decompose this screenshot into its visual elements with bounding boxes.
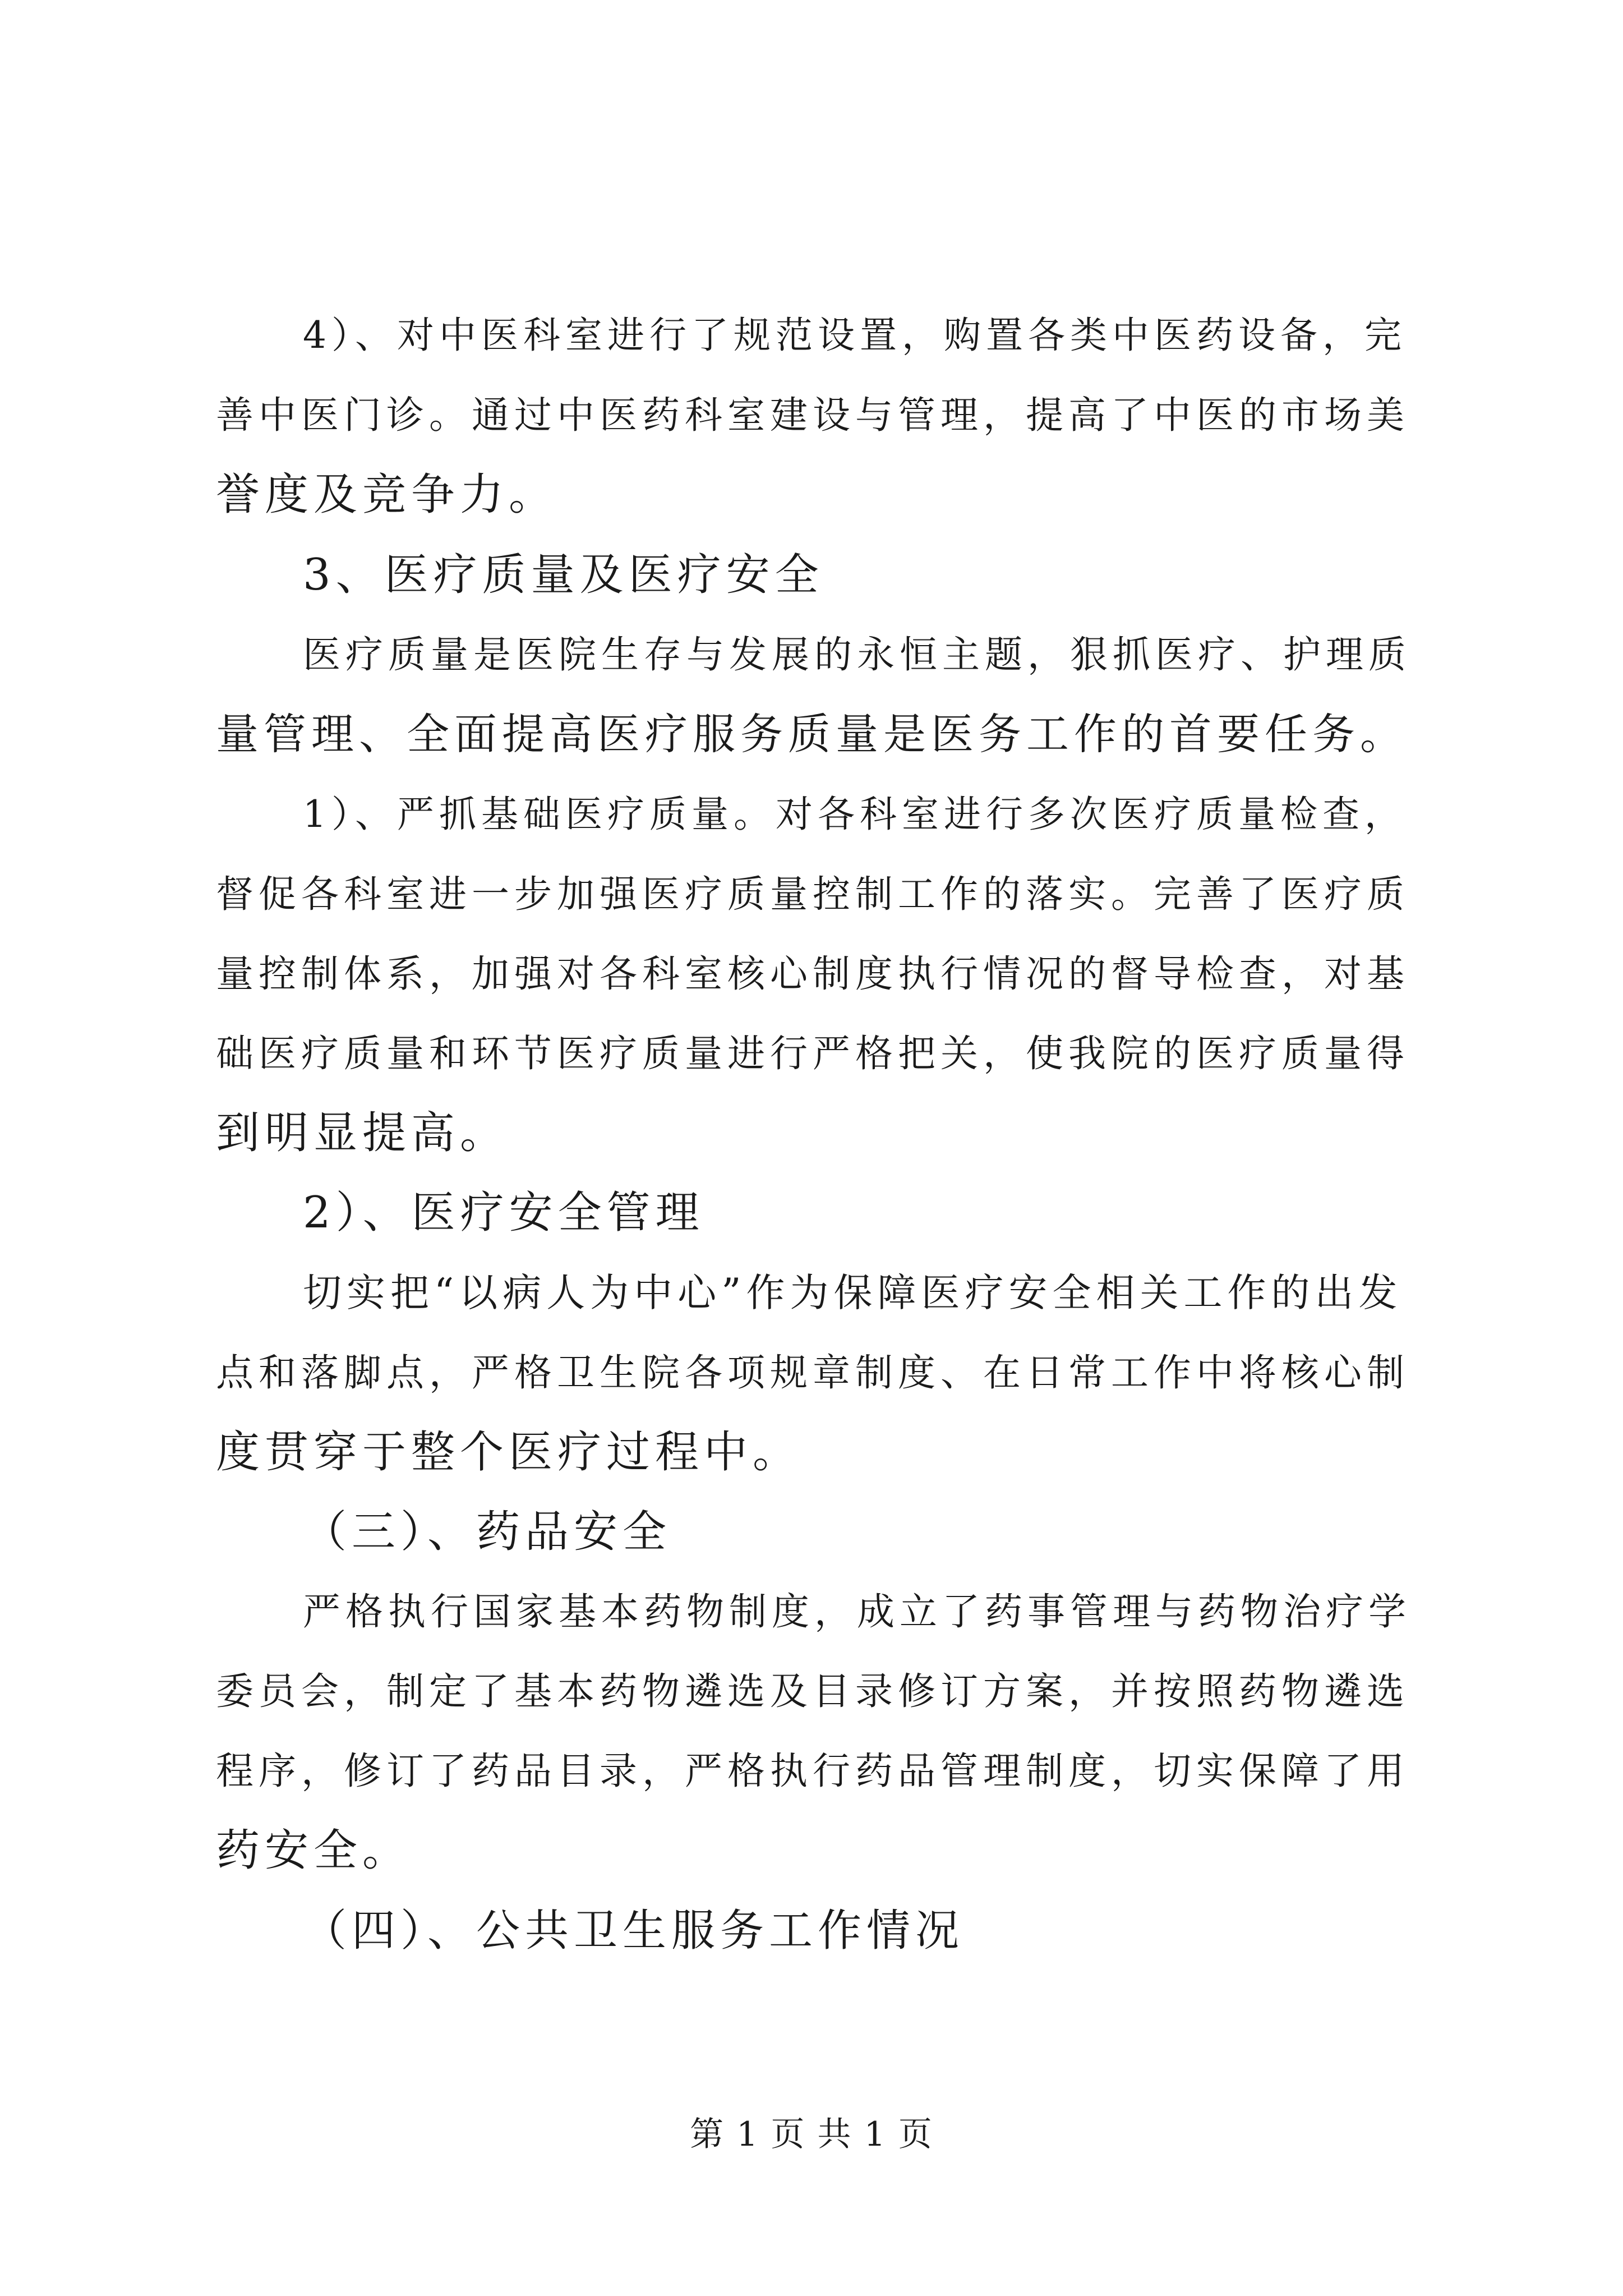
section-heading: 3、医疗质量及医疗安全 (303, 550, 824, 600)
paragraph-line: 度贯穿于整个医疗过程中。 (216, 1427, 802, 1478)
paragraph-line: 量管理、全面提高医疗服务质量是医务工作的首要任务。 (216, 709, 1408, 759)
paragraph-line: 程序，修订了药品目录，严格执行药品管理制度，切实保障了用 (216, 1749, 1409, 1793)
section-heading: （三）、药品安全 (303, 1507, 672, 1557)
paragraph-line: 量控制体系，加强对各科室核心制度执行情况的督导检查，对基 (216, 952, 1409, 996)
paragraph-line: 医疗质量是医院生存与发展的永恒主题，狠抓医疗、护理质 (303, 633, 1411, 677)
paragraph-line: 础医疗质量和环节医疗质量进行严格把关，使我院的医疗质量得 (216, 1032, 1409, 1075)
paragraph-line: 督促各科室进一步加强医疗质量控制工作的落实。完善了医疗质 (216, 872, 1409, 916)
paragraph-line: 到明显提高。 (216, 1108, 509, 1158)
paragraph-line: 誉度及竞争力。 (216, 470, 558, 520)
page-number-footer: 第 1 页 共 1 页 (690, 2115, 933, 2154)
paragraph-line: 切实把“以病人为中心”作为保障医疗安全相关工作的出发 (303, 1271, 1403, 1315)
paragraph-line: 严格执行国家基本药物制度，成立了药事管理与药物治疗学 (303, 1590, 1411, 1634)
section-heading: 2）、医疗安全管理 (303, 1188, 704, 1238)
paragraph-line: 药安全。 (216, 1825, 412, 1876)
paragraph-line: 善中医门诊。通过中医药科室建设与管理，提高了中医的市场美 (216, 393, 1409, 437)
section-heading: （四）、公共卫生服务工作情况 (303, 1906, 965, 1956)
paragraph-line: 委员会，制定了基本药物遴选及目录修订方案，并按照药物遴选 (216, 1669, 1409, 1713)
paragraph-line: 点和落脚点，严格卫生院各项规章制度、在日常工作中将核心制 (216, 1351, 1409, 1395)
paragraph-line: 4）、对中医科室进行了规范设置，购置各类中医药设备，完 (303, 314, 1407, 357)
paragraph-line: 1）、严抓基础医疗质量。对各科室进行多次医疗质量检查， (303, 793, 1407, 836)
